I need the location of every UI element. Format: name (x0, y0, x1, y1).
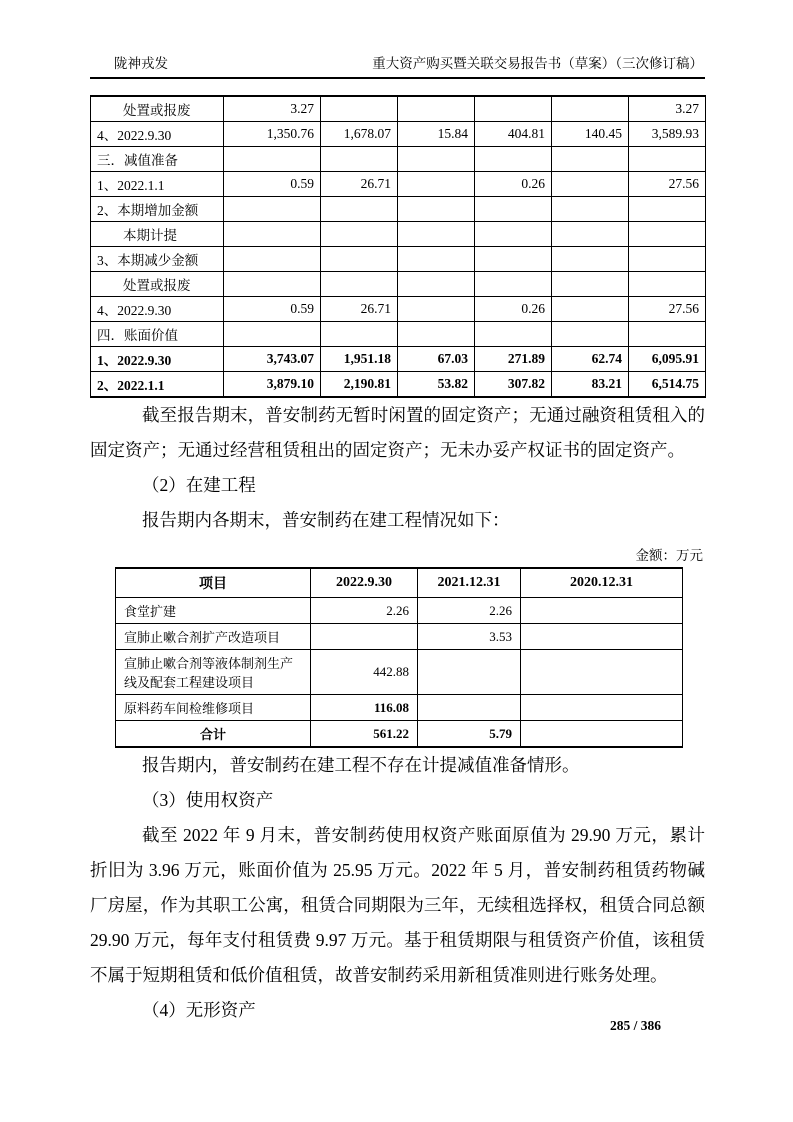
table-row (91, 147, 706, 172)
table-row (91, 247, 706, 272)
heading-right-of-use-assets: （3）使用权资产 (142, 790, 274, 810)
cell-value (224, 272, 321, 297)
cell-value (321, 322, 398, 347)
cell-value: 1,678.07 (321, 122, 398, 147)
table-row (91, 297, 706, 322)
cell-value (398, 272, 475, 297)
cell-value (521, 598, 683, 624)
cell-value: 442.88 (311, 650, 418, 695)
table-row (91, 272, 706, 297)
cell-value: 26.71 (321, 172, 398, 197)
cell-value (475, 222, 552, 247)
column-header: 项目 (116, 568, 311, 598)
cell-value: 5.79 (418, 721, 521, 748)
fixed-assets-depreciation-table (90, 95, 706, 398)
cell-value: 62.74 (552, 347, 629, 372)
table-row (91, 322, 706, 347)
construction-table-head (116, 568, 683, 598)
cell-value (398, 322, 475, 347)
row-label: 原料药车间检维修项目 (116, 695, 311, 721)
header-row (116, 568, 683, 598)
cell-value (398, 222, 475, 247)
cell-value (398, 147, 475, 172)
row-label: 1、2022.9.30 (91, 347, 224, 372)
cell-value (224, 322, 321, 347)
column-header: 2021.12.31 (418, 568, 521, 598)
column-header: 2022.9.30 (311, 568, 418, 598)
paragraph-construction-intro: 报告期内各期末，普安制药在建工程情况如下： (142, 510, 510, 530)
cell-value (552, 222, 629, 247)
page-content (90, 0, 705, 1028)
cell-value (321, 272, 398, 297)
row-label: 合计 (116, 721, 311, 748)
cell-value (552, 96, 629, 122)
cell-value (629, 272, 706, 297)
cell-value: 26.71 (321, 297, 398, 322)
cell-value: 1,951.18 (321, 347, 398, 372)
paragraph-construction-note: 报告期内，普安制药在建工程不存在计提减值准备情形。 (142, 755, 580, 775)
table-row (91, 222, 706, 247)
cell-value (418, 650, 521, 695)
cell-value (552, 197, 629, 222)
page-number: 285 / 386 (609, 1018, 661, 1033)
cell-value: 3,879.10 (224, 372, 321, 398)
table-row (116, 695, 683, 721)
construction-projects-table (115, 567, 683, 748)
cell-value (311, 624, 418, 650)
cell-value (629, 322, 706, 347)
cell-value: 27.56 (629, 172, 706, 197)
cell-value: 307.82 (475, 372, 552, 398)
cell-value (475, 322, 552, 347)
table-row (116, 721, 683, 748)
table-row (91, 172, 706, 197)
table-row (116, 598, 683, 624)
cell-value: 0.26 (475, 297, 552, 322)
cell-value (398, 247, 475, 272)
row-label: 3、本期减少金额 (91, 247, 224, 272)
cell-value (321, 197, 398, 222)
cell-value (475, 197, 552, 222)
row-label: 宣肺止嗽合剂扩产改造项目 (116, 624, 311, 650)
cell-value: 3,743.07 (224, 347, 321, 372)
cell-value (629, 197, 706, 222)
row-label: 处置或报废 (91, 96, 224, 122)
cell-value (321, 247, 398, 272)
header-company-name: 陇神戎发 (114, 56, 168, 71)
cell-value: 53.82 (398, 372, 475, 398)
cell-value (521, 721, 683, 748)
cell-value (552, 147, 629, 172)
cell-value: 3.27 (629, 96, 706, 122)
fixed-assets-table-body (91, 96, 706, 397)
table-row (116, 624, 683, 650)
cell-value (321, 96, 398, 122)
cell-value (475, 96, 552, 122)
cell-value: 271.89 (475, 347, 552, 372)
cell-value: 0.26 (475, 172, 552, 197)
row-label: 处置或报废 (91, 272, 224, 297)
row-label: 本期计提 (91, 222, 224, 247)
cell-value: 1,350.76 (224, 122, 321, 147)
heading-construction-in-progress: （2）在建工程 (142, 475, 256, 495)
cell-value: 116.08 (311, 695, 418, 721)
cell-value (475, 147, 552, 172)
page-header (90, 0, 705, 79)
cell-value: 3.53 (418, 624, 521, 650)
table-row (91, 96, 706, 122)
cell-value (552, 272, 629, 297)
cell-value (224, 147, 321, 172)
paragraph-fixed-assets-note: 截至报告期末，普安制药无暂时闲置的固定资产；无通过融资租赁租入的固定资产；无通过经营租赁租出的固定资产；无未办妥产权证书的固定资产。 (90, 405, 705, 460)
cell-value (552, 297, 629, 322)
row-label: 1、2022.1.1 (91, 172, 224, 197)
cell-value: 0.59 (224, 297, 321, 322)
construction-table-body (116, 598, 683, 748)
cell-value (224, 247, 321, 272)
cell-value (521, 695, 683, 721)
heading-intangible-assets: （4）无形资产 (142, 1000, 256, 1020)
header-report-title: 重大资产购买暨关联交易报告书（草案）（三次修订稿） (372, 56, 703, 71)
row-label: 食堂扩建 (116, 598, 311, 624)
cell-value (224, 197, 321, 222)
cell-value (629, 147, 706, 172)
cell-value: 6,514.75 (629, 372, 706, 398)
cell-value (418, 695, 521, 721)
cell-value: 83.21 (552, 372, 629, 398)
cell-value: 404.81 (475, 122, 552, 147)
cell-value: 140.45 (552, 122, 629, 147)
cell-value (521, 624, 683, 650)
row-label: 2、本期增加金额 (91, 197, 224, 222)
row-label: 4、2022.9.30 (91, 122, 224, 147)
cell-value: 27.56 (629, 297, 706, 322)
row-label: 2、2022.1.1 (91, 372, 224, 398)
cell-value: 561.22 (311, 721, 418, 748)
cell-value: 6,095.91 (629, 347, 706, 372)
cell-value (475, 247, 552, 272)
unit-label: 金额：万元 (635, 548, 703, 563)
cell-value (552, 247, 629, 272)
cell-value: 2.26 (311, 598, 418, 624)
table-row (91, 122, 706, 147)
cell-value (552, 172, 629, 197)
cell-value: 3.27 (224, 96, 321, 122)
table-row (91, 347, 706, 372)
cell-value: 0.59 (224, 172, 321, 197)
row-label: 4、2022.9.30 (91, 297, 224, 322)
cell-value: 2,190.81 (321, 372, 398, 398)
row-label: 三．减值准备 (91, 147, 224, 172)
table-row (91, 197, 706, 222)
paragraph-right-of-use: 截至 2022 年 9 月末，普安制药使用权资产账面原值为 29.90 万元，累计折旧为 3.96 万元，账面价值为 25.95 万元。2022 年 5 月，普安制药租赁药物碱厂房屋，作为其职工公寓，租赁合同期限为三年，无续租选择权，租赁合同总额 29.90 万元，每年支付租赁费 9.97 万元。基于租赁期限与租赁资产价值，该租赁不属于短期租赁和低价值租赁，故普安制药采用新租赁准则进行账务处理。 (90, 825, 705, 985)
cell-value: 15.84 (398, 122, 475, 147)
cell-value (398, 297, 475, 322)
row-label: 宣肺止嗽合剂等液体制剂生产线及配套工程建设项目 (116, 650, 311, 695)
row-label: 四．账面价值 (91, 322, 224, 347)
cell-value (321, 222, 398, 247)
cell-value (475, 272, 552, 297)
cell-value (398, 96, 475, 122)
cell-value (521, 650, 683, 695)
table-row (116, 650, 683, 695)
cell-value (224, 222, 321, 247)
cell-value: 67.03 (398, 347, 475, 372)
table-row (91, 372, 706, 398)
cell-value (398, 197, 475, 222)
cell-value (321, 147, 398, 172)
cell-value: 3,589.93 (629, 122, 706, 147)
column-header: 2020.12.31 (521, 568, 683, 598)
cell-value (629, 222, 706, 247)
cell-value (629, 247, 706, 272)
cell-value (552, 322, 629, 347)
cell-value (398, 172, 475, 197)
cell-value: 2.26 (418, 598, 521, 624)
